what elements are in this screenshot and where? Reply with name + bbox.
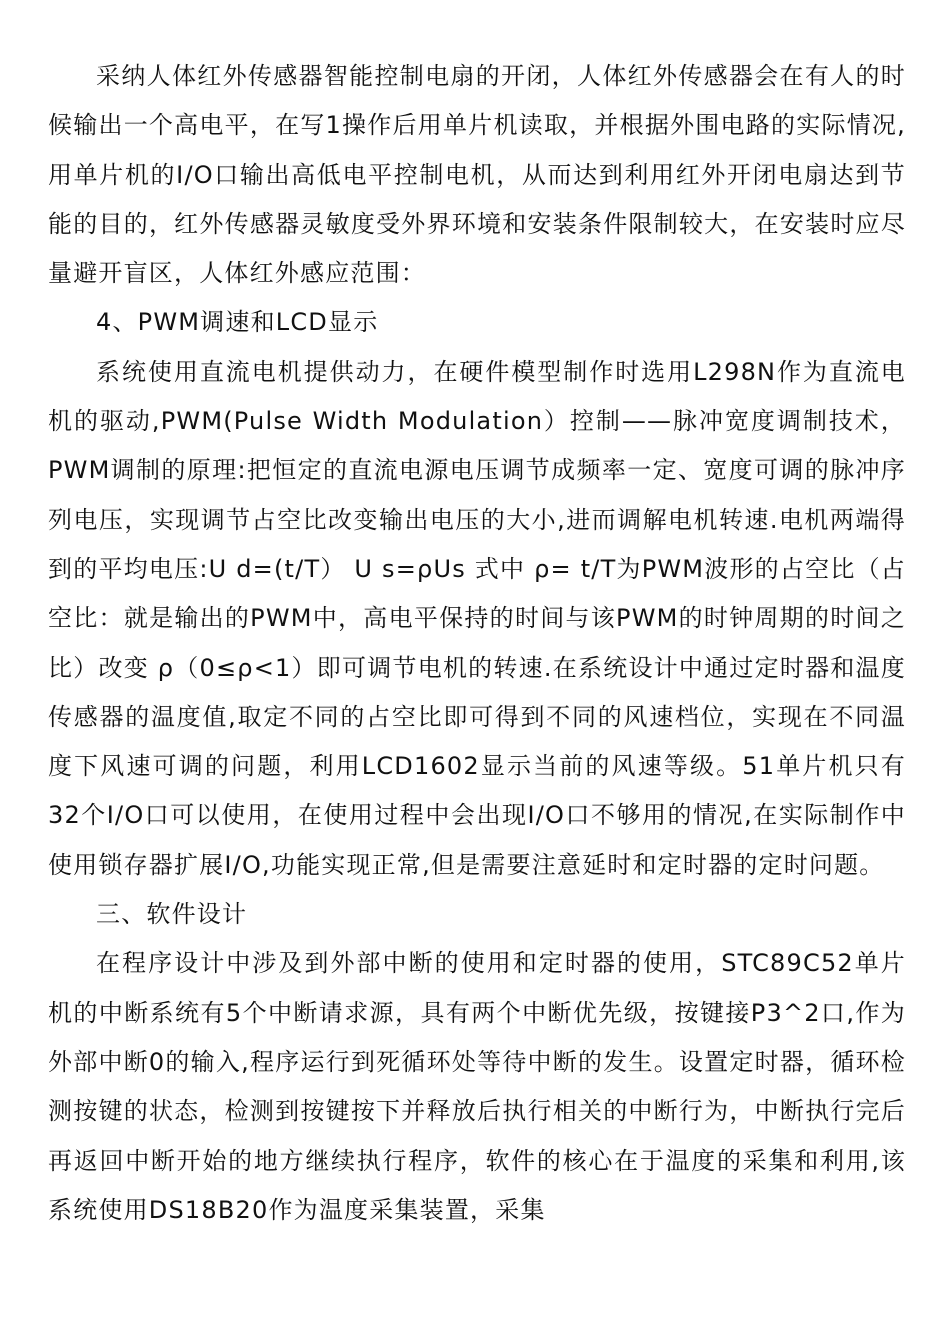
paragraph-software-design: 在程序设计中涉及到外部中断的使用和定时器的使用，STC89C52单片机的中断系统有5个中断请求源，具有两个中断优先级，按键接P3^2口,作为外部中断0的输入,程序运行到死循环处等待中断的发生。设置定时器，循环检测按键的状态，检测到按键按下并释放后执行相关的中断行为，中断执行完后再返回中断开始的地方继续执行程序，软件的核心在于温度的采集和利用,该系统使用DS18B20作为温度采集装置，采集 [48, 949, 906, 1224]
paragraph-pwm-speed: 系统使用直流电机提供动力，在硬件模型制作时选用L298N作为直流电机的驱动,PWM(Pulse Width Modulation）控制——脉冲宽度调制技术，PWM调制的原理:把恒定的直流电源电压调节成频率一定、宽度可调的脉冲序列电压，实现调节占空比改变输出电压的大小,进而调解电机转速.电机两端得到的平均电压:U d=(t/T） U s=ρUs 式中 ρ= t/T为PWM波形的占空比（占空比：就是输出的PWM中，高电平保持的时间与该PWM的时钟周期的时间之比）改变 ρ（0≤ρ<1）即可调节电机的转速.在系统设计中通过定时器和温度传感器的温度值,取定不同的占空比即可得到不同的风速档位，实现在不同温度下风速可调的问题，利用LCD1602显示当前的风速等级。51单片机只有32个I/O口可以使用，在使用过程中会出现I/O口不够用的情况,在实际制作中使用锁存器扩展I/O,功能实现正常,但是需要注意延时和定时器的定时问题。 [48, 357, 906, 879]
document-body [48, 52, 906, 1235]
paragraph-pir-sensor: 采纳人体红外传感器智能控制电扇的开闭，人体红外传感器会在有人的时候输出一个高电平，在写1操作后用单片机读取，并根据外围电路的实际情况,用单片机的I/O口输出高低电平控制电机，从而达到利用红外开闭电扇达到节能的目的，红外传感器灵敏度受外界环境和安装条件限制较大，在安装时应尽量避开盲区，人体红外感应范围： [48, 62, 906, 288]
section-heading-pwm-lcd: 4、PWM调速和LCD显示 [96, 308, 379, 337]
section-heading-software: 三、软件设计 [96, 900, 248, 929]
